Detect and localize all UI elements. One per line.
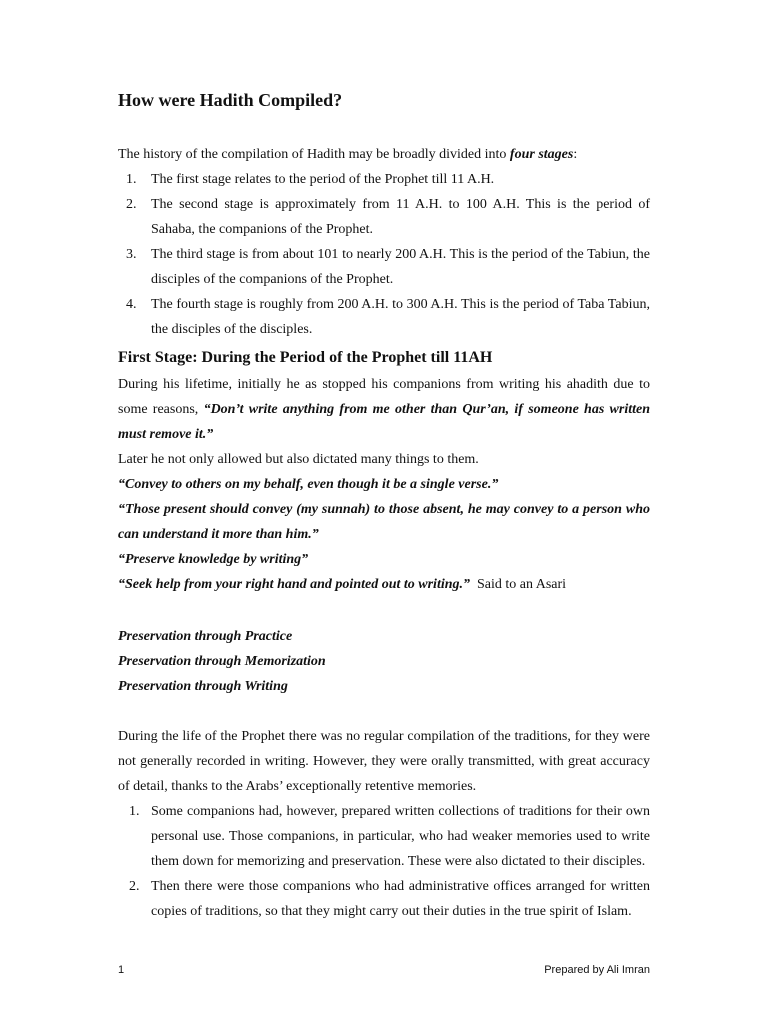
list-item	[118, 874, 650, 924]
preservation-list	[118, 624, 650, 699]
list-item	[118, 242, 650, 292]
list-item-text: Then there were those companions who had administrative offices arranged for written copies of traditions, so that they might carry out their duties in the true spirit of Islam.	[151, 879, 650, 919]
quote: “Those present should convey (my sunnah) to those absent, he may convey to a person who can understand it more than him.”	[118, 502, 650, 542]
paragraph	[118, 372, 650, 447]
page-number: 1	[118, 964, 125, 976]
preservation-item: Preservation through Writing	[118, 679, 288, 694]
preservation-item: Preservation through Memorization	[118, 654, 326, 669]
page-title: How were Hadith Compiled?	[118, 90, 343, 110]
quote: “Don’t write anything from me other than Qur’an, if someone has written must remove it.”	[118, 402, 650, 442]
list-number: 3.	[126, 247, 137, 262]
paragraph: During the life of the Prophet there was no regular compilation of the traditions, for they were not generally recorded in writing. However, they were orally transmitted, with great accuracy of detail, thanks to the Arabs’ exceptionally retentive memories.	[118, 729, 650, 794]
quote: “Preserve knowledge by writing”	[118, 552, 309, 567]
list-item-text: The third stage is from about 101 to nearly 200 A.H. This is the period of the Tabiun, the disciples of the companions of the Prophet.	[151, 247, 650, 287]
intro-emphasis: four stages	[509, 147, 574, 162]
list-item	[118, 799, 650, 874]
paragraph-text: During his lifetime, initially he as stopped his companions from writing his ahadith due to some reasons,	[118, 377, 650, 417]
paragraph: Later he not only allowed but also dictated many things to them.	[118, 452, 479, 467]
quote: “Convey to others on my behalf, even though it be a single verse.”	[118, 477, 499, 492]
list-number: 2.	[129, 879, 140, 894]
quote-attribution: Said to an Asari	[477, 577, 567, 592]
intro-colon: :	[573, 147, 578, 162]
quote-line	[118, 572, 650, 597]
list-item	[118, 292, 650, 342]
list-number: 4.	[126, 297, 137, 312]
document-page	[118, 0, 650, 1024]
list-item-text: The second stage is approximately from 11 A.H. to 100 A.H. This is the period of Sahaba, the companions of the Prophet.	[151, 197, 650, 237]
stages-list	[118, 167, 650, 342]
intro-paragraph	[118, 142, 650, 167]
prepared-by: Prepared by Ali Imran	[544, 964, 650, 976]
section-heading: First Stage: During the Period of the Prophet till 11AH	[118, 349, 493, 366]
compilation-body	[118, 724, 650, 924]
preservation-item: Preservation through Practice	[118, 629, 293, 644]
list-number: 1.	[129, 804, 140, 819]
list-item	[118, 192, 650, 242]
list-number: 2.	[126, 197, 137, 212]
notes-list	[118, 799, 650, 924]
quote: “Seek help from your right hand and pointed out to writing.”	[118, 577, 471, 592]
list-item-text: Some companions had, however, prepared written collections of traditions for their own personal use. Those companions, in particular, who had weaker memories used to write them down for memorizing and preservation. These were also dictated to their disciples.	[151, 804, 650, 869]
list-item	[118, 167, 650, 192]
intro-text: The history of the compilation of Hadith may be broadly divided into	[118, 147, 510, 162]
list-number: 1.	[126, 172, 137, 187]
first-stage-body	[118, 372, 650, 597]
list-item-text: The fourth stage is roughly from 200 A.H. to 300 A.H. This is the period of Taba Tabiun, the disciples of the disciples.	[151, 297, 650, 337]
list-item-text: The first stage relates to the period of the Prophet till 11 A.H.	[151, 172, 495, 187]
